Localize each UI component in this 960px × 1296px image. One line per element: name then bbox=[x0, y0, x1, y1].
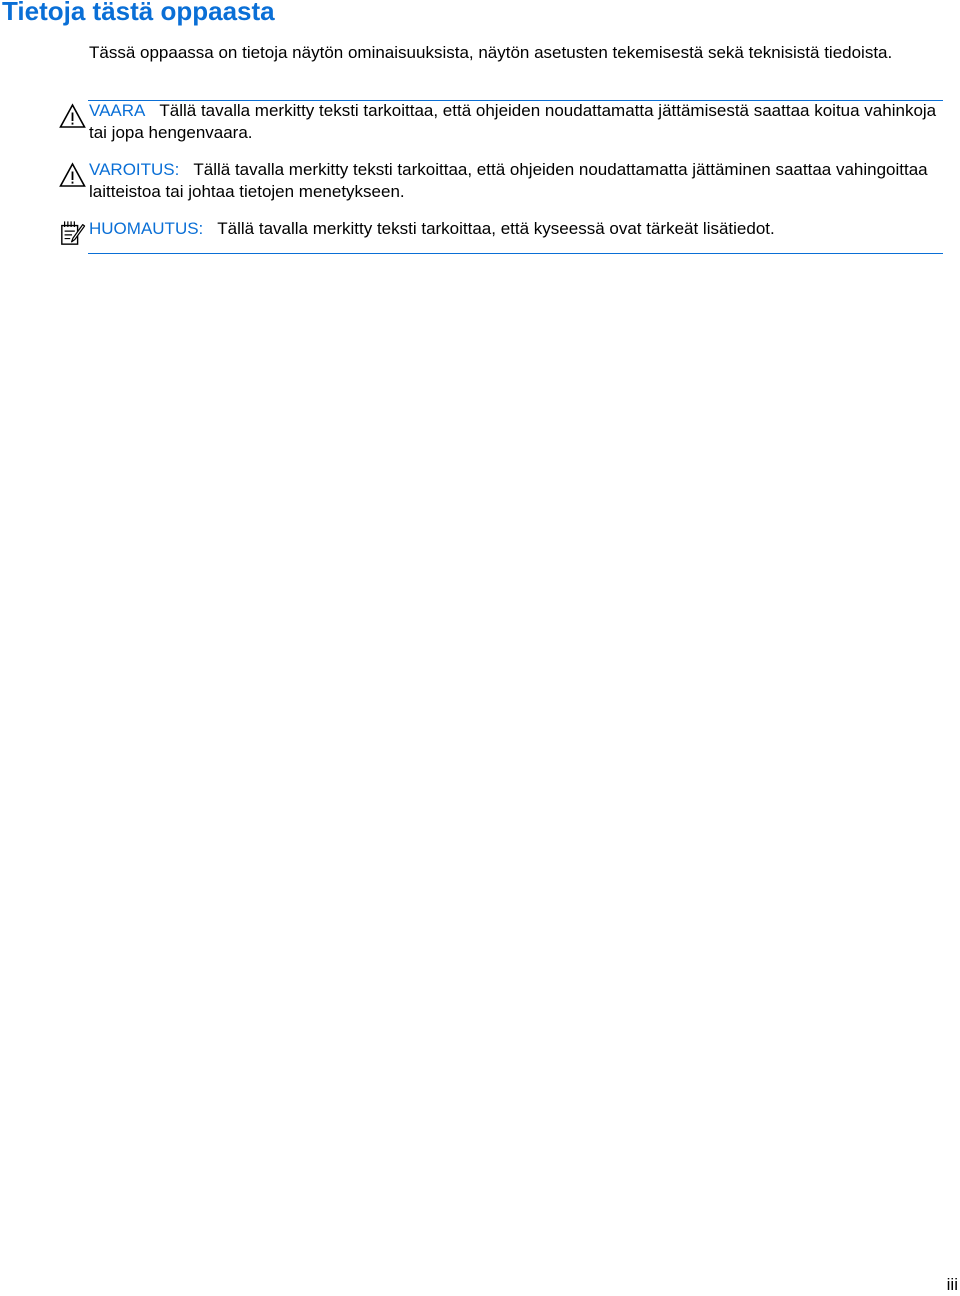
notice-bottom-rule bbox=[88, 253, 943, 254]
page-number: iii bbox=[946, 1275, 958, 1294]
caution-notice-text: Tällä tavalla merkitty teksti tarkoittaa, että ohjeiden noudattamatta jättäminen saattaa vahingoittaa laitteistoa tai johtaa tietojen menetykseen. bbox=[89, 160, 928, 201]
intro-paragraph: Tässä oppaassa on tietoja näytön ominaisuuksista, näytön asetusten tekemisestä sekä teknisistä tiedoista. bbox=[89, 43, 893, 62]
note-notice-text: Tällä tavalla merkitty teksti tarkoittaa, että kyseessä ovat tärkeät lisätiedot. bbox=[217, 219, 775, 238]
page-title: Tietoja tästä oppaasta bbox=[2, 0, 275, 26]
warning-triangle-icon bbox=[59, 162, 86, 188]
note-notice-label: HUOMAUTUS: bbox=[89, 219, 204, 238]
danger-notice-text: Tällä tavalla merkitty teksti tarkoittaa, että ohjeiden noudattamatta jättämisestä saattaa koitua vahinkoja tai jopa hengenvaara. bbox=[89, 101, 937, 142]
danger-notice-label: VAARA bbox=[89, 101, 146, 120]
danger-notice bbox=[89, 100, 947, 144]
caution-notice bbox=[89, 159, 947, 203]
note-pad-icon bbox=[59, 220, 86, 246]
note-notice bbox=[89, 218, 947, 240]
warning-triangle-icon bbox=[59, 103, 86, 129]
caution-notice-label: VAROITUS: bbox=[89, 160, 180, 179]
